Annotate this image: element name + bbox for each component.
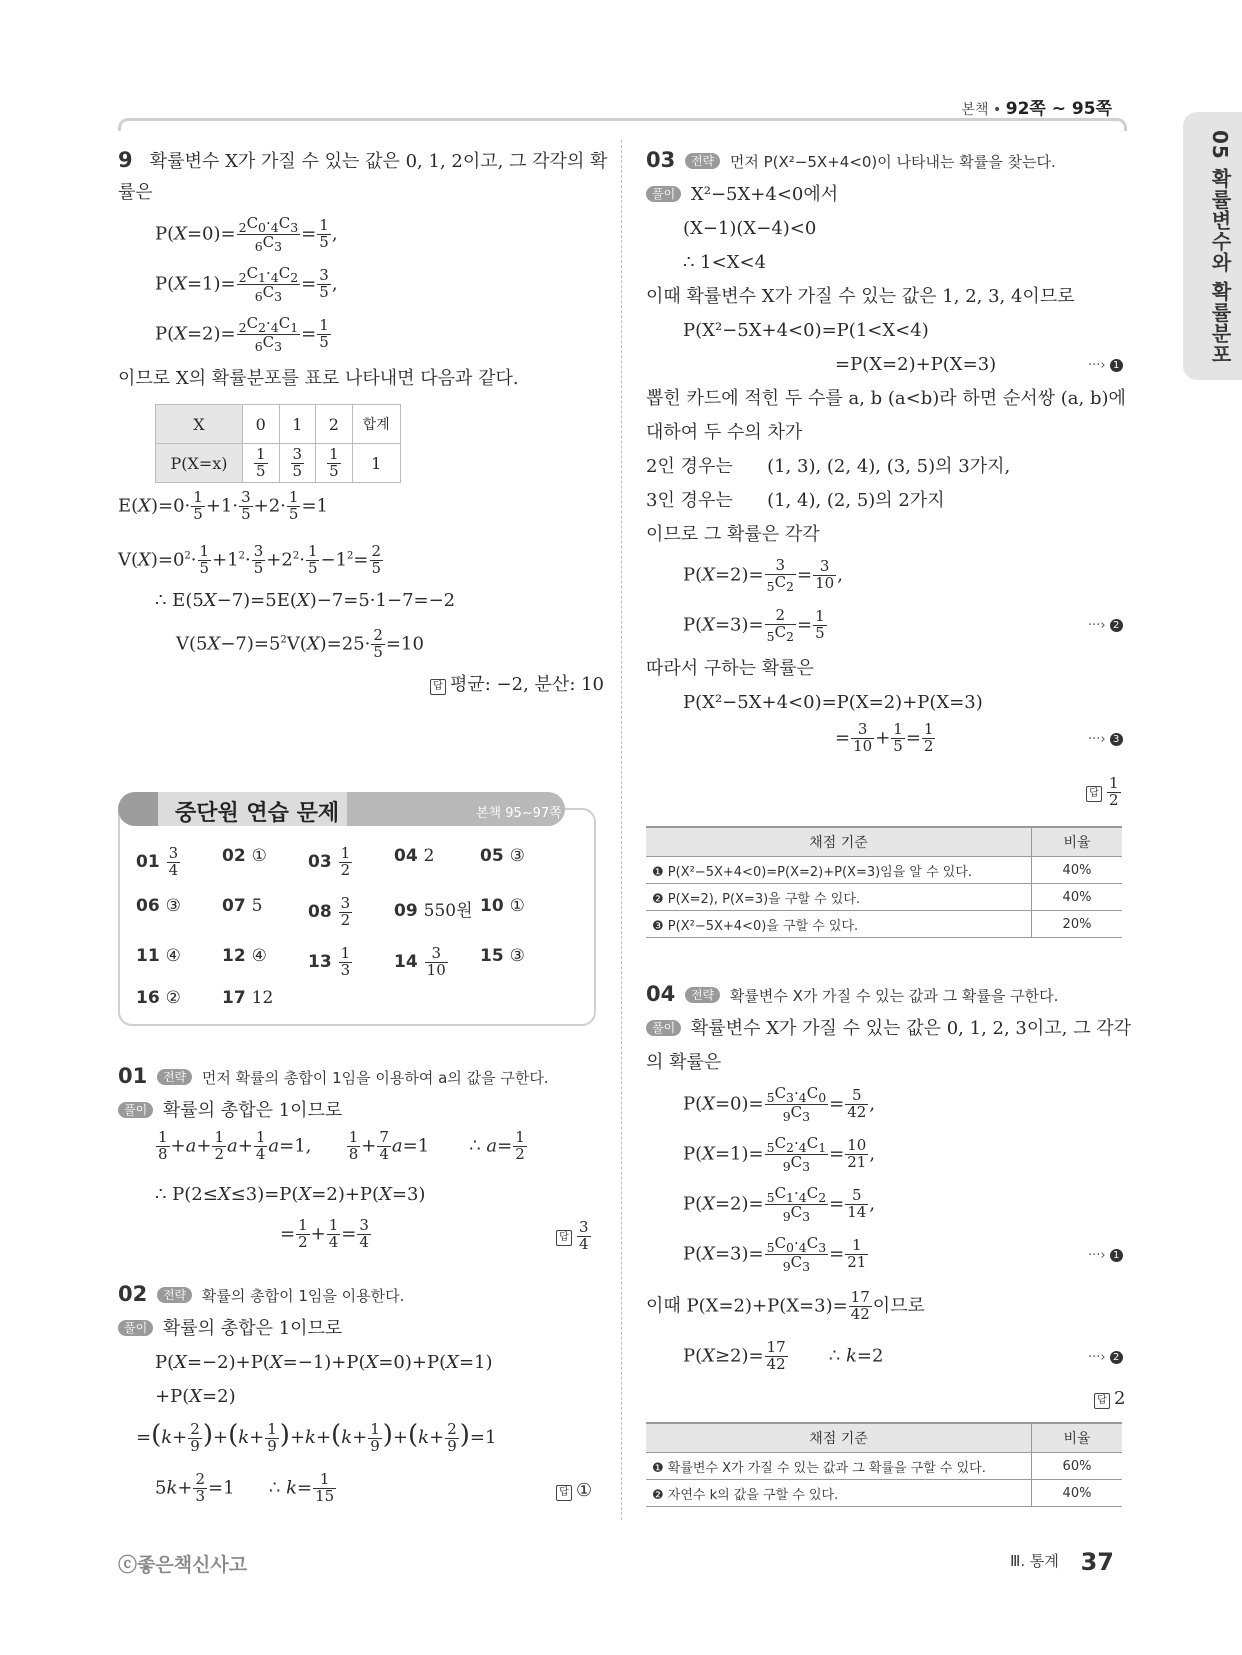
review-answer-12 [222, 946, 267, 966]
s02-line1 [118, 1318, 342, 1340]
s04-strategy [646, 982, 1058, 1007]
s04-score-h1: 채점 기준 [646, 1423, 1032, 1453]
review-answer-04 [394, 846, 435, 866]
review-answer-key: 17 [222, 988, 246, 1008]
s03-strategy [646, 148, 1056, 173]
review-answer-value: $\frac{3}{4}$ [168, 844, 179, 879]
s02-answer [556, 1480, 592, 1502]
review-answer-value: ② [165, 988, 181, 1008]
s03-mark2: ···› 2 [1088, 618, 1123, 634]
publisher-logo: ⓒ좋은책신사고 [118, 1554, 248, 1576]
s03-px3: P(X=3)= $\frac{2}{_5C_2}$ = $\frac{1}{5}$ [683, 606, 825, 644]
score-ratio: 40% [1032, 857, 1123, 884]
s03-px2: P(X=2)= $\frac{3}{_5C_2}$ = $\frac{3}{10}$ , [683, 556, 843, 594]
s04-l3: 이때 P(X=2)+P(X=3)= $\frac{17}{42}$ 이므로 [646, 1288, 925, 1323]
s04-l2: 의 확률은 [646, 1052, 722, 1073]
s03-sol-badge: 풀이 [646, 186, 681, 202]
review-answer-value: ③ [509, 946, 525, 966]
s01-sol-badge: 풀이 [118, 1102, 153, 1118]
review-answer-09 [394, 896, 473, 921]
s01-strategy [118, 1064, 549, 1089]
table-cell: $\frac{3}{5}$ [279, 444, 316, 483]
s02-strategy-text: 확률의 총합이 1임을 이용한다. [201, 1287, 405, 1305]
review-answer-value: ③ [165, 896, 181, 916]
s04-p3: P(X=3)= $\frac{_5C_0\cdot_4C_3}{_9C_3}$ = $\frac{1}{21}$ [683, 1234, 867, 1275]
s03-l10 [646, 490, 945, 512]
review-answer-02 [222, 846, 267, 866]
s03-l10a: 3인 경우는 [646, 490, 733, 511]
chapter-tab-label: 05 확률변수와 확률분포 [1208, 130, 1232, 365]
table-header-2: 2 [316, 405, 353, 444]
s03-l6: =P(X=2)+P(X=3) [835, 354, 997, 375]
review-answer-value: $\frac{3}{2}$ [340, 894, 351, 929]
s03-score-h1: 채점 기준 [646, 827, 1032, 857]
q9-p0: P(X=0)= $\frac{_2C_0\cdot_4C_3}{_6C_3}$ = $\frac{1}{5}$ , [155, 214, 338, 255]
q9-answer-text: 평균: −2, 분산: 10 [450, 674, 605, 695]
answer-icon: 답 [556, 1230, 572, 1246]
score-ratio: 60% [1032, 1453, 1123, 1480]
s04-p0: P(X=0)= $\frac{_5C_3\cdot_4C_0}{_9C_3}$ = $\frac{5}{42}$ , [683, 1084, 876, 1125]
s03-strategy-text: 먼저 P(X²−5X+4<0)이 나타내는 확률을 찾는다. [729, 153, 1056, 171]
q9-p1: P(X=1)= $\frac{_2C_1\cdot_4C_2}{_6C_3}$ = $\frac{3}{5}$ , [155, 264, 338, 305]
s04-answer [1094, 1388, 1125, 1410]
review-answer-15 [480, 946, 525, 966]
table-header-0: 0 [243, 405, 280, 444]
review-answer-key: 13 [308, 951, 332, 972]
s03-l14: = $\frac{3}{10}$ + $\frac{1}{5}$ = $\frac{1}{2}$ [835, 720, 934, 755]
review-answer-14 [394, 946, 449, 979]
s01-strategy-text: 먼저 확률의 총합이 1임을 이용하여 a의 값을 구한다. [201, 1069, 549, 1087]
s04-strategy-badge: 전략 [685, 987, 720, 1003]
review-box [118, 808, 596, 1026]
s02-line1-text: 확률의 총합은 1이므로 [162, 1318, 343, 1339]
q9-variance: $V(X)=0^2\cdot$ $\frac{1}{5}$ $+1^2\cdot$ $\frac{3}{5}$ $+2^2\cdot$ $\frac{1}{5}$ $-1^2=$ $\frac{2}{5}$ [118, 542, 382, 577]
review-answer-key: 06 [136, 896, 160, 916]
review-answer-17 [222, 988, 273, 1008]
s04-l4: P(X≥2)= $\frac{17}{42}$ ∴ k=2 [683, 1338, 884, 1373]
score-ratio: 40% [1032, 884, 1123, 911]
score-ratio: 20% [1032, 911, 1123, 938]
s03-l3: ∴ 1<X<4 [683, 252, 767, 273]
table-cell-total: 1 [352, 444, 400, 483]
table-header-1: 1 [279, 405, 316, 444]
s04-number: 04 [646, 982, 676, 1006]
header-pages: 92쪽 ~ 95쪽 [1005, 99, 1112, 119]
review-answer-key: 08 [308, 901, 332, 922]
score-criterion: ❷ 자연수 k의 값을 구할 수 있다. [646, 1480, 1032, 1507]
table-header-x: X [156, 405, 243, 444]
review-answer-value: 550원 [423, 901, 473, 921]
s02-eq3: =(k+ $\frac{2}{9}$ )+(k+ $\frac{1}{9}$ )+k+(k+ $\frac{1}{9}$ )+(k+ $\frac{2}{9}$ )=1 [136, 1419, 497, 1455]
s03-l2: (X−1)(X−4)<0 [683, 218, 817, 239]
s01-strategy-badge: 전략 [157, 1069, 192, 1085]
s03-l11: 이므로 그 확률은 각각 [646, 524, 820, 545]
page-number: 37 [1080, 1548, 1114, 1576]
s03-scoring-table [646, 826, 1122, 938]
table-row [646, 1480, 1122, 1507]
q9-answer [430, 674, 604, 696]
q9-after: 이므로 X의 확률분포를 표로 나타내면 다음과 같다. [118, 368, 519, 389]
review-answer-key: 03 [308, 851, 332, 872]
review-answer-11 [136, 946, 181, 966]
s02-eq1: P(X=−2)+P(X=−1)+P(X=0)+P(X=1) [155, 1352, 493, 1373]
page-header: 본책 • 92쪽 ~ 95쪽 [961, 99, 1112, 119]
q9-p2: P(X=2)= $\frac{_2C_2\cdot_4C_1}{_6C_3}$ = $\frac{1}{5}$ [155, 314, 329, 355]
q9-distribution-table [155, 404, 401, 483]
review-answer-value: ④ [251, 946, 267, 966]
s03-l10b: (1, 4), (2, 5)의 2가지 [767, 490, 945, 511]
review-answer-value: ① [251, 846, 267, 866]
s03-l12: 따라서 구하는 확률은 [646, 658, 814, 679]
q9-v-transform: $V(5X-7)=5^2V(X)=25\cdot$ $\frac{2}{5}$ =10 [176, 626, 424, 661]
s04-l3b: 이므로 [872, 1295, 925, 1317]
review-answer-key: 07 [222, 896, 246, 916]
review-answer-07 [222, 896, 263, 916]
s03-mark1: ···› 1 [1088, 358, 1123, 374]
s03-strategy-badge: 전략 [685, 153, 720, 169]
s03-mark3: ···› 3 [1088, 732, 1123, 748]
s03-l1 [646, 184, 838, 206]
column-divider [621, 140, 623, 1520]
answer-icon: 답 [1094, 1393, 1110, 1409]
table-row-label: P(X=x) [156, 444, 243, 483]
s01-number: 01 [118, 1064, 148, 1088]
s03-l9b: (1, 3), (2, 4), (3, 5)의 3가지, [767, 456, 1011, 477]
s03-answer: 답 $\frac{1}{2}$ [1086, 776, 1122, 809]
table-cell: $\frac{1}{5}$ [316, 444, 353, 483]
s02-sol-badge: 풀이 [118, 1320, 153, 1336]
s04-p2: P(X=2)= $\frac{_5C_1\cdot_4C_2}{_9C_3}$ = $\frac{5}{14}$ , [683, 1184, 876, 1225]
s04-p1: P(X=1)= $\frac{_5C_2\cdot_4C_1}{_9C_3}$ = $\frac{10}{21}$ , [683, 1134, 876, 1175]
top-border [118, 118, 1127, 131]
review-answer-value: $\frac{1}{2}$ [340, 844, 351, 879]
review-answer-value: 5 [251, 896, 263, 916]
answer-icon: 답 [556, 1485, 572, 1501]
table-row [646, 911, 1122, 938]
s04-scoring-table [646, 1422, 1122, 1507]
answer-icon: 답 [430, 679, 446, 695]
s01-eq1: $\frac{1}{8}$ +a+ $\frac{1}{2}$ a+ $\frac{1}{4}$ a=1, $\frac{1}{8}$ + $\frac{7}{4}$ a=1 ∴ a= $\frac{1}{2}$ [158, 1128, 525, 1163]
s02-strategy [118, 1282, 404, 1307]
score-criterion: ❶ 확률변수 X가 가질 수 있는 값과 그 확률을 구할 수 있다. [646, 1453, 1032, 1480]
review-answer-value: ① [509, 896, 525, 916]
header-book: 본책 [961, 102, 989, 118]
review-answer-13 [308, 946, 353, 979]
s03-score-h2: 비율 [1032, 827, 1123, 857]
review-answer-value: 12 [251, 988, 274, 1008]
s04-mark2: ···› 2 [1088, 1350, 1123, 1366]
q9-intro [118, 148, 607, 173]
review-answer-value: $\frac{1}{3}$ [340, 944, 351, 979]
review-ref: 본책 95~97쪽 [476, 806, 562, 821]
review-answer-05 [480, 846, 525, 866]
table-row [646, 1453, 1122, 1480]
s03-l7: 뽑힌 카드에 적힌 두 수를 a, b (a<b)라 하면 순서쌍 (a, b)에 [646, 388, 1126, 409]
s04-l3-text: 이때 P(X=2)+P(X=3)= [646, 1295, 848, 1317]
review-answer-10 [480, 896, 525, 916]
table-header-total: 합계 [352, 405, 400, 444]
s02-answer-text: ① [576, 1480, 593, 1501]
review-answer-key: 09 [394, 901, 418, 921]
s04-answer-text: 2 [1114, 1388, 1126, 1409]
page-footer [1010, 1548, 1114, 1576]
q9-number: 9 [118, 148, 133, 172]
review-answer-key: 16 [136, 988, 160, 1008]
review-title: 중단원 연습 문제 [175, 801, 340, 826]
review-answer-key: 14 [394, 951, 418, 972]
s03-l1-text: X²−5X+4<0에서 [690, 184, 839, 205]
table-cell: $\frac{1}{5}$ [243, 444, 280, 483]
s03-l9a: 2인 경우는 [646, 456, 733, 477]
review-answer-16 [136, 988, 181, 1008]
s02-strategy-badge: 전략 [157, 1287, 192, 1303]
chapter-tab[interactable] [1183, 112, 1242, 380]
review-answer-08 [308, 896, 353, 929]
review-answer-key: 02 [222, 846, 246, 866]
s04-strategy-text: 확률변수 X가 가질 수 있는 값과 그 확률을 구한다. [729, 987, 1059, 1005]
review-answer-key: 11 [136, 946, 160, 966]
s04-l1 [646, 1018, 1131, 1040]
score-criterion: ❶ P(X²−5X+4<0)=P(X=2)+P(X=3)임을 알 수 있다. [646, 857, 1032, 884]
s03-l13: P(X²−5X+4<0)=P(X=2)+P(X=3) [683, 692, 983, 713]
s01-line1 [118, 1100, 342, 1122]
table-row [646, 857, 1122, 884]
q9-intro-text: 확률변수 X가 가질 수 있는 값은 0, 1, 2이고, 그 각각의 확 [149, 151, 608, 172]
q9-e-transform: ∴ E(5X−7)=5E(X)−7=5·1−7=−2 [155, 590, 456, 611]
review-answer-key: 04 [394, 846, 418, 866]
s03-l8: 대하여 두 수의 차가 [646, 422, 803, 443]
review-answer-key: 01 [136, 851, 160, 872]
s01-eq3: = $\frac{1}{2}$ + $\frac{1}{4}$ = $\frac{3}{4}$ [280, 1216, 369, 1251]
review-answer-01 [136, 846, 181, 879]
review-answer-value: $\frac{3}{10}$ [426, 944, 446, 979]
footer-section: Ⅲ. 통계 [1010, 1552, 1059, 1570]
s03-number: 03 [646, 148, 676, 172]
s03-l5: P(X²−5X+4<0)=P(1<X<4) [683, 320, 929, 341]
q9-intro2: 률은 [118, 182, 153, 203]
score-criterion: ❷ P(X=2), P(X=3)을 구할 수 있다. [646, 884, 1032, 911]
s04-score-h2: 비율 [1032, 1423, 1123, 1453]
s04-sol-badge: 풀이 [646, 1020, 681, 1036]
review-answer-key: 15 [480, 946, 504, 966]
s01-eq2: ∴ P(2≤X≤3)=P(X=2)+P(X=3) [155, 1184, 426, 1205]
review-answer-key: 10 [480, 896, 504, 916]
review-answer-key: 12 [222, 946, 246, 966]
s04-l1-text: 확률변수 X가 가질 수 있는 값은 0, 1, 2, 3이고, 그 각각 [690, 1018, 1131, 1039]
s02-number: 02 [118, 1282, 148, 1306]
s01-line1-text: 확률의 총합은 1이므로 [162, 1100, 343, 1121]
table-row [646, 884, 1122, 911]
review-answer-value: ④ [165, 946, 181, 966]
s01-answer: 답 $\frac{3}{4}$ [556, 1220, 592, 1253]
review-answer-03 [308, 846, 353, 879]
review-answer-06 [136, 896, 181, 916]
review-answer-value: 2 [423, 846, 435, 866]
q9-expectation: E(X)=0· $\frac{1}{5}$ +1· $\frac{3}{5}$ +2· $\frac{1}{5}$ =1 [118, 488, 328, 523]
review-answer-key: 05 [480, 846, 504, 866]
s03-l9 [646, 456, 1010, 478]
answer-icon: 답 [1086, 786, 1102, 802]
score-ratio: 40% [1032, 1480, 1123, 1507]
score-criterion: ❸ P(X²−5X+4<0)을 구할 수 있다. [646, 911, 1032, 938]
s02-eq2: +P(X=2) [155, 1386, 236, 1407]
review-answer-value: ③ [509, 846, 525, 866]
s04-mark1: ···› 1 [1088, 1248, 1123, 1264]
s02-eq4: 5k+ $\frac{2}{3}$ =1 ∴ k= $\frac{1}{15}$ [155, 1470, 335, 1505]
s03-l4: 이때 확률변수 X가 가질 수 있는 값은 1, 2, 3, 4이므로 [646, 286, 1075, 307]
